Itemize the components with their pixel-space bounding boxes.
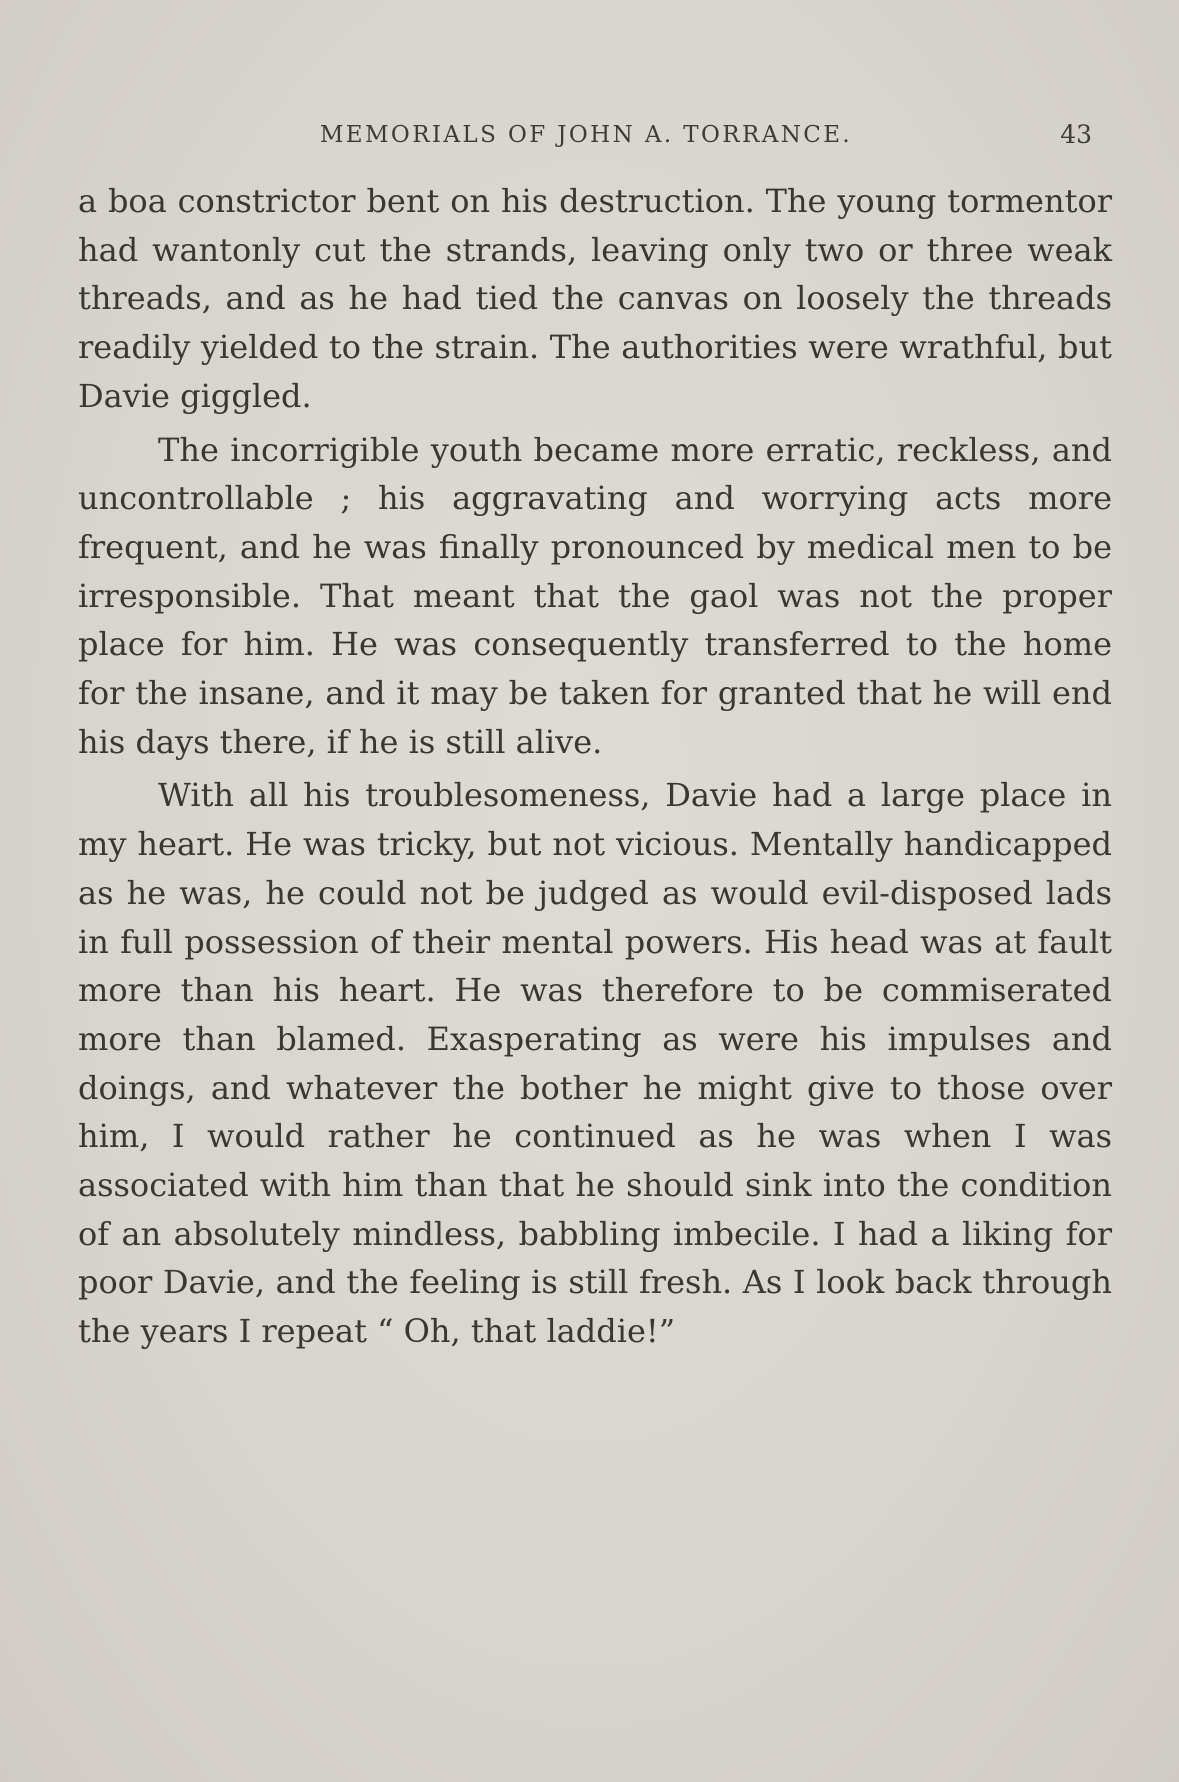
running-head — [78, 118, 1094, 152]
page-number: 43 — [1060, 120, 1092, 149]
body-text — [78, 177, 1112, 1361]
paragraph-davie-transferred: The incorrigible youth became more erratic, reckless, and uncontrollable ; his aggravating and worrying acts more frequent, and he was finally pronounced by medical men to be irresponsible. That meant that the gaol was not the proper place for him. He was consequently transferred to the home for the insane, and it may be taken for granted that he will end his days there, if he is still alive. — [78, 430, 1112, 761]
paragraph-continuation: a boa constrictor bent on his destruction. The young tormentor had wantonly cut the strands, leaving only two or three weak threads, and as he had tied the canvas on loosely the threads readily yielded to the strain. The authorities were wrathful, but Davie giggled. — [78, 182, 1112, 415]
paragraph-davie-remembered: With all his troublesomeness, Davie had a large place in my heart. He was tricky, but not vicious. Mentally handicapped as he was, he could not be judged as would evil-disposed lads in full possession of their mental powers. His head was at fault more than his heart. He was therefore to be commiserated more than blamed. Exasperating as were his impulses and doings, and whatever the bother he might give to those over him, I would rather he continued as he was when I was associated with him than that he should sink into the condition of an absolutely mindless, babbling imbecile. I had a liking for poor Davie, and the feeling is still fresh. As I look back through the years I repeat “ Oh, that laddie!” — [78, 776, 1112, 1351]
running-title: MEMORIALS OF JOHN A. TORRANCE. — [319, 122, 853, 148]
